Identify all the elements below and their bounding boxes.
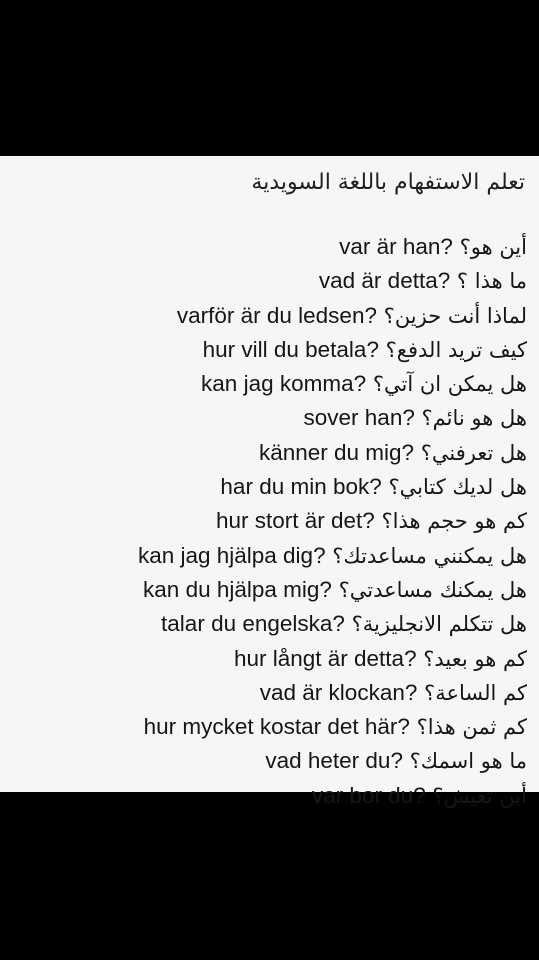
phrase-row [7, 573, 527, 607]
swedish-question: ?känner du mig [258, 439, 415, 465]
phrase-row [7, 230, 527, 264]
arabic-question: هل تعرفني؟ [420, 440, 527, 465]
swedish-question: ?sover han [303, 405, 415, 431]
arabic-question: كيف تريد الدفع؟ [385, 337, 527, 362]
arabic-question: هل يمكنني مساعدتك؟ [332, 543, 527, 568]
phrase-row [7, 710, 527, 744]
arabic-question: كم الساعة؟ [424, 680, 527, 705]
phrase-row [7, 676, 527, 710]
swedish-question: ?kan jag komma [201, 371, 367, 397]
swedish-question: ?var bor du [311, 782, 426, 808]
phrase-row [7, 744, 527, 778]
arabic-question: هل لديك كتابي؟ [388, 475, 527, 500]
arabic-question: أين تعيش؟ [432, 783, 527, 808]
arabic-question: ما هو اسمك؟ [409, 749, 527, 774]
swedish-question: ?vad heter du [265, 748, 403, 774]
phrase-row [7, 436, 527, 470]
phrase-sheet [0, 156, 539, 808]
swedish-question: ?kan jag hjälpa dig [137, 542, 326, 568]
arabic-question: لماذا أنت حزين؟ [383, 303, 527, 328]
phrase-row [7, 299, 527, 333]
phrase-row [7, 333, 527, 367]
phrase-row [7, 539, 527, 573]
phrase-row [7, 607, 527, 641]
swedish-question: ?talar du engelska [161, 611, 345, 637]
arabic-question: هل يمكن ان آتي؟ [372, 372, 527, 397]
phrase-list [7, 230, 527, 813]
swedish-question: ?vad är detta [318, 268, 451, 294]
phrase-row [7, 401, 527, 435]
phrase-row [7, 264, 527, 298]
arabic-question: هل هو نائم؟ [421, 406, 527, 431]
arabic-question: هل تتكلم الانجليزية؟ [351, 612, 527, 637]
phrase-row [7, 779, 527, 813]
swedish-question: ?vad är klockan [259, 679, 418, 705]
sheet-title: تعلم الاستفهام باللغة السويدية [251, 170, 525, 195]
phrase-row [7, 642, 527, 676]
swedish-question: ?hur vill du betala [202, 336, 379, 362]
swedish-question: ?hur mycket kostar det här [143, 714, 410, 740]
swedish-question: ?var är han [339, 234, 453, 259]
arabic-question: هل يمكنك مساعدتي؟ [338, 577, 527, 602]
arabic-question: كم ثمن هذا؟ [416, 715, 527, 740]
arabic-question: أين هو؟ [459, 235, 527, 259]
swedish-question: ?hur stort är det [215, 508, 375, 534]
phrase-row [7, 470, 527, 504]
arabic-question: كم هو بعيد؟ [423, 646, 527, 671]
swedish-question: ?har du min bok [220, 474, 382, 500]
phrase-row [7, 367, 527, 401]
arabic-question: ما هذا ؟ [456, 269, 527, 294]
swedish-question: ?varför är du ledsen [176, 302, 377, 328]
arabic-question: كم هو حجم هذا؟ [381, 509, 527, 534]
swedish-question: ?hur långt är detta [233, 645, 417, 671]
phrase-row [7, 504, 527, 538]
swedish-question: ?kan du hjälpa mig [143, 576, 332, 602]
